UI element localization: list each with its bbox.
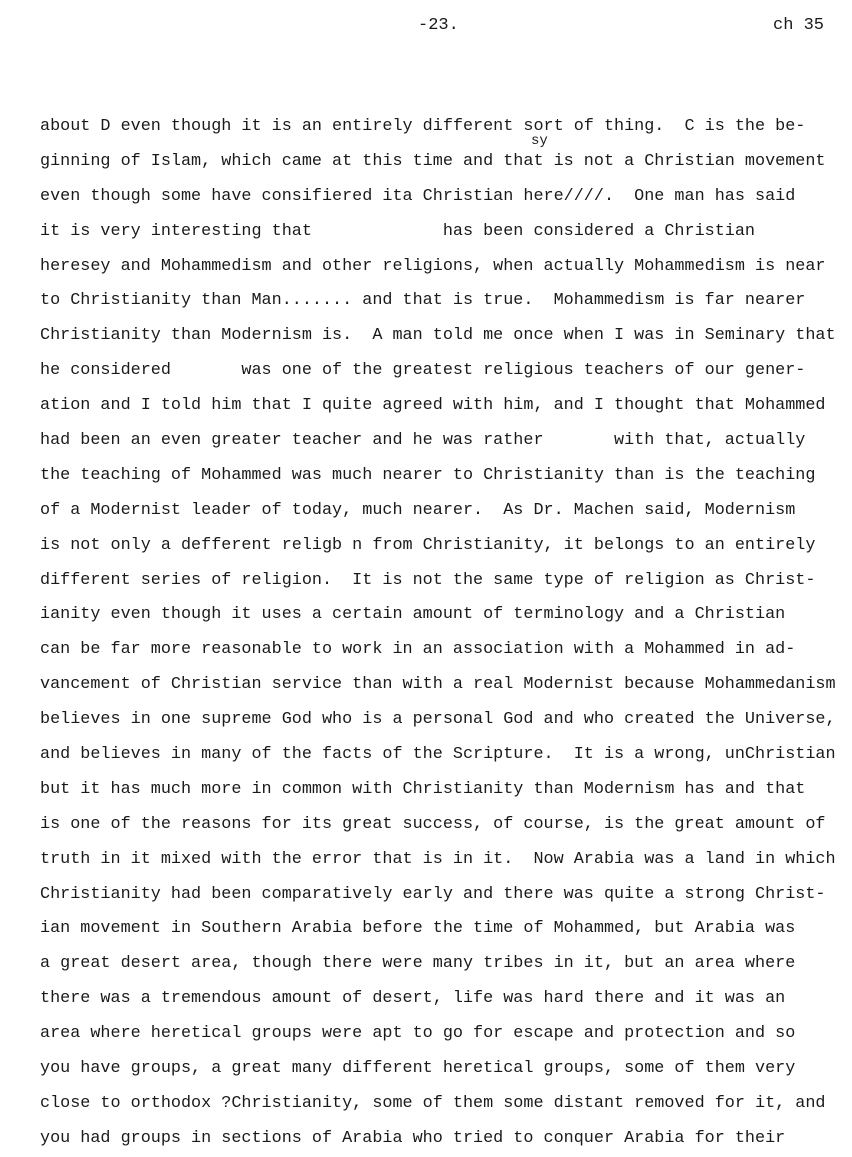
text-line: different series of religion. It is not the same type of religion as Christ- — [40, 570, 816, 590]
text-line: you had groups in sections of Arabia who tried to conquer Arabia for their — [40, 1128, 786, 1148]
text-line: heresey and Mohammedism and other religions, when actually Mohammedism is near — [40, 256, 826, 276]
text-line: about D even though it is an entirely different sort of thing. C is the be- — [40, 117, 806, 136]
text-line: can be far more reasonable to work in an association with a Mohammed in ad- — [40, 640, 796, 660]
text-line: to Christianity than Man....... and that is true. Mohammedism is far nearer — [40, 291, 806, 311]
text-line: even though some have consifiered ita Christian here////. One man has said — [40, 186, 796, 206]
text-line: ation and I told him that I quite agreed with him, and I thought that Mohammed — [40, 396, 826, 416]
text-line: Christianity had been comparatively early and there was quite a strong Christ- — [40, 884, 826, 904]
text-line: had been an even greater teacher and he was rather with that, actually — [40, 431, 806, 451]
text-line: is not only a defferent religb n from Christianity, it belongs to an entirely — [40, 535, 816, 555]
text-line: he considered was one of the greatest religious teachers of our gener- — [40, 361, 806, 381]
text-line: ianity even though it uses a certain amount of terminology and a Christian — [40, 605, 786, 625]
text-line: truth in it mixed with the error that is in it. Now Arabia was a land in which — [40, 849, 836, 869]
page-number: -23. — [418, 16, 459, 35]
interlinear-correction: sy — [531, 133, 548, 149]
text-line: vancement of Christian service than with a real Modernist because Mohammedanism — [40, 675, 836, 695]
text-line: is one of the reasons for its great success, of course, is the great amount of — [40, 814, 826, 834]
text-line: believes in one supreme God who is a personal God and who created the Universe, — [40, 710, 836, 730]
document-body — [40, 110, 836, 1157]
text-line: it is very interesting that has been considered a Christian — [40, 221, 755, 241]
text-line: a great desert area, though there were many tribes in it, but an area where — [40, 954, 796, 974]
chapter-label: ch 35 — [773, 16, 825, 35]
text-line: Christianity than Modernism is. A man told me once when I was in Seminary that — [40, 326, 836, 346]
text-line: of a Modernist leader of today, much nearer. As Dr. Machen said, Modernism — [40, 500, 796, 520]
text-line: ginning of Islam, which came at this time and that is not a Christian movement — [40, 151, 826, 171]
text-line: area where heretical groups were apt to go for escape and protection and so — [40, 1024, 796, 1044]
text-line: you have groups, a great many different heretical groups, some of them very — [40, 1059, 796, 1079]
text-line: there was a tremendous amount of desert, life was hard there and it was an — [40, 989, 786, 1009]
text-line: close to orthodox ?Christianity, some of them some distant removed for it, and — [40, 1093, 826, 1113]
text-line: the teaching of Mohammed was much nearer to Christianity than is the teaching — [40, 465, 816, 485]
text-line: but it has much more in common with Christianity than Modernism has and that — [40, 779, 806, 799]
text-line: and believes in many of the facts of the Scripture. It is a wrong, unChristian — [40, 745, 836, 765]
text-line: ian movement in Southern Arabia before the time of Mohammed, but Arabia was — [40, 919, 796, 939]
